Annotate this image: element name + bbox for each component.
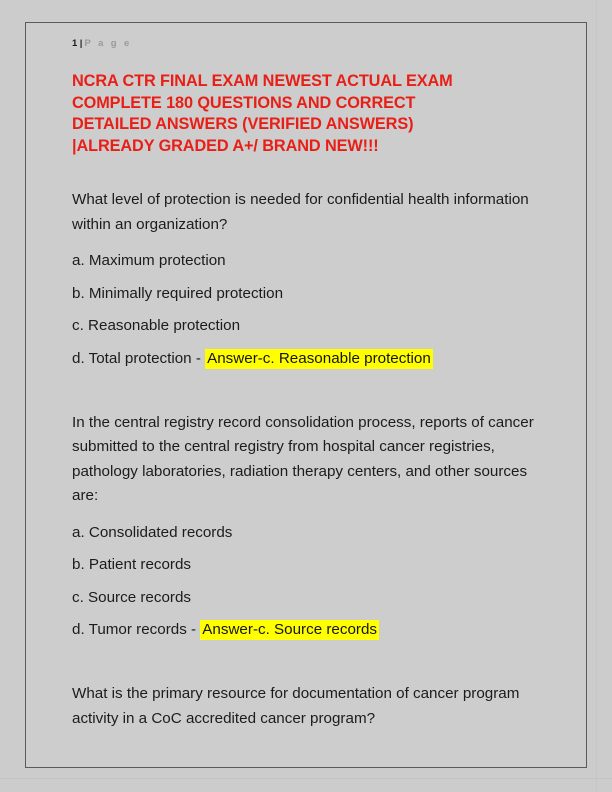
page-edge-line-bottom	[0, 778, 612, 779]
page-sheet	[25, 22, 587, 768]
answer-option	[72, 347, 548, 371]
document-title-line-4: |ALREADY GRADED A+/ BRAND NEW!!!	[72, 136, 379, 155]
document-title-line-3: DETAILED ANSWERS (VERIFIED ANSWERS)	[72, 115, 414, 133]
answer-option-label: d. Tumor records -	[72, 621, 201, 638]
answer-option	[72, 618, 548, 642]
answer-option-label: c. Source records	[72, 588, 192, 606]
document-title-line-2: COMPLETE 180 QUESTIONS AND CORRECT	[72, 93, 416, 112]
page-content	[72, 37, 548, 755]
answer-option-label: c. Reasonable protection	[72, 317, 241, 334]
page-header-separator: |	[79, 38, 83, 49]
answer-option	[72, 553, 548, 577]
answer-option-label: a. Consolidated records	[72, 523, 233, 541]
block-spacer	[72, 395, 548, 411]
highlighted-answer: Answer-c. Reasonable protection	[207, 349, 431, 367]
answer-option	[72, 314, 548, 338]
document-title-line-1: NCRA CTR FINAL EXAM NEWEST ACTUAL EXAM	[72, 72, 453, 90]
question-prompt: What is the primary resource for documentation of cancer program activity in a CoC accredited cancer program?	[72, 685, 520, 727]
page-number-header	[72, 37, 548, 51]
question-prompt: In the central registry record consolidation process, reports of cancer submitted to the central registry from hospital cancer registries, pathology laboratories, radiation therapy centers, and other sources are:	[72, 413, 534, 504]
answer-option	[72, 586, 548, 610]
question-block	[72, 411, 548, 643]
answer-option	[72, 249, 548, 273]
page-header-label: P a g e	[84, 38, 132, 49]
answer-option	[72, 282, 548, 306]
block-spacer	[72, 666, 548, 682]
answer-option-label: a. Maximum protection	[72, 252, 226, 269]
question-block	[72, 682, 548, 731]
question-block	[72, 188, 548, 371]
document-title	[72, 71, 548, 157]
answer-option-label: b. Minimally required protection	[72, 284, 284, 302]
answer-option-label: b. Patient records	[72, 556, 192, 573]
page-edge-line-right	[596, 0, 597, 792]
page-number: 1	[72, 38, 78, 49]
question-prompt: What level of protection is needed for confidential health information within an organization?	[72, 191, 529, 233]
highlighted-answer: Answer-c. Source records	[202, 621, 378, 638]
answer-option	[72, 521, 548, 545]
answer-option-label: d. Total protection -	[72, 349, 206, 367]
